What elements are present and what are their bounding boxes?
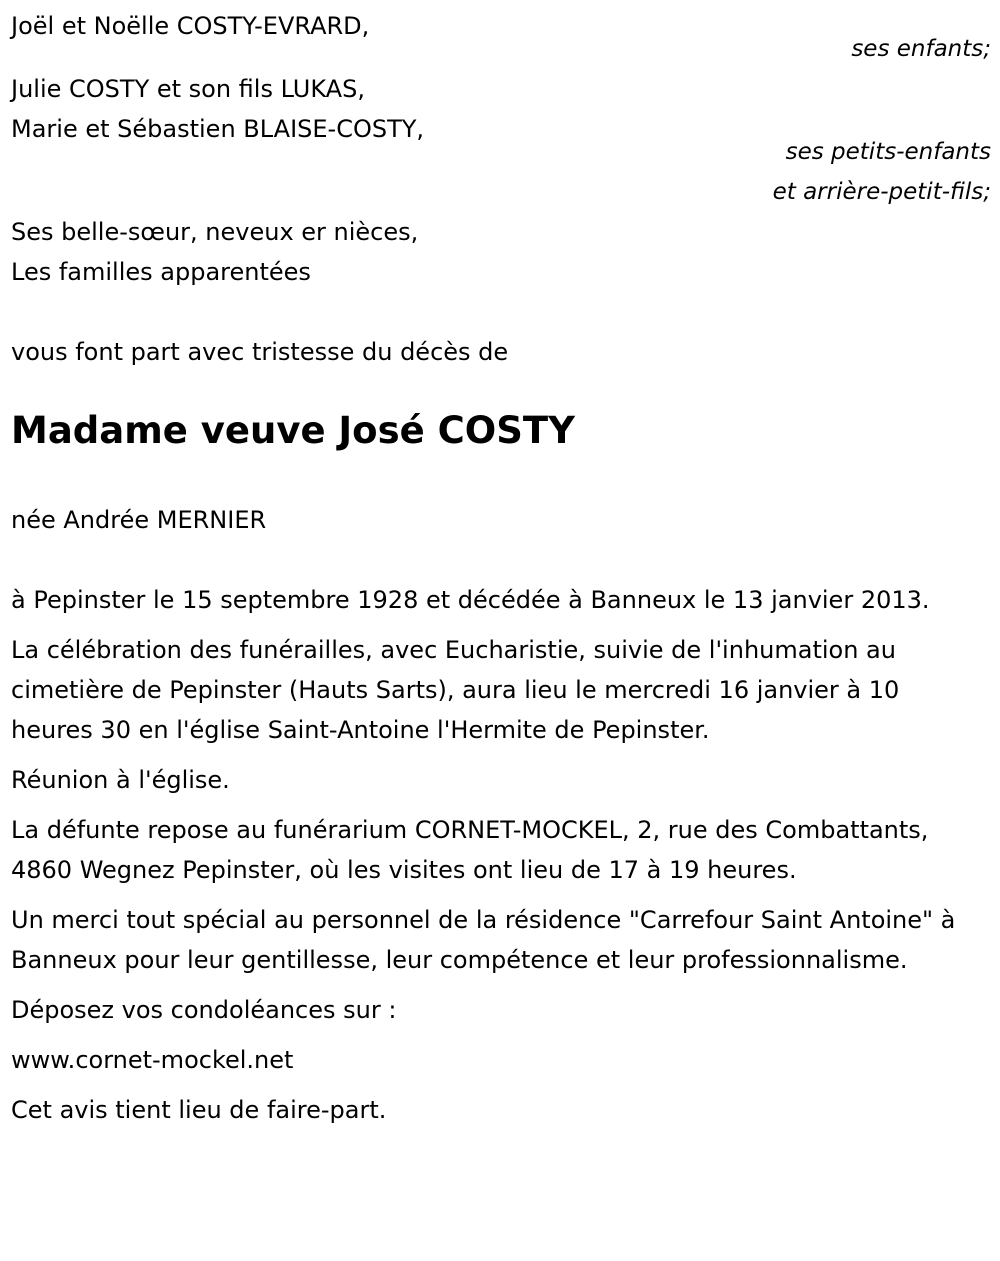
relatives-line-2: Les familles apparentées [11, 258, 311, 286]
closing-paragraph: Cet avis tient lieu de faire-part. [11, 1096, 387, 1124]
thanks-paragraph: Un merci tout spécial au personnel de la résidence "Carrefour Saint Antoine" à Banneux pour leur gentillesse, leur compétence et leur professionnalisme. [11, 906, 956, 974]
relatives-line-1: Ses belle-sœur, neveux er nièces, [11, 218, 419, 246]
grandchildren-label-1: ses petits-enfants [785, 139, 991, 165]
children-names: Joël et Noëlle COSTY-EVRARD, [11, 12, 370, 40]
birth-name: née Andrée MERNIER [11, 506, 267, 534]
grandchildren-line-2: Marie et Sébastien BLAISE-COSTY, [11, 115, 425, 143]
reunion-paragraph: Réunion à l'église. [11, 766, 230, 794]
grandchildren-label-2: et arrière-petit-fils; [772, 179, 991, 205]
deceased-name: Madame veuve José COSTY [11, 409, 575, 452]
children-label: ses enfants; [851, 36, 991, 62]
grandchildren-line-1: Julie COSTY et son fils LUKAS, [11, 75, 365, 103]
announcement-text: vous font part avec tristesse du décès de [11, 338, 509, 366]
dates-paragraph: à Pepinster le 15 septembre 1928 et décédée à Banneux le 13 janvier 2013. [11, 586, 930, 614]
funeral-paragraph: La célébration des funérailles, avec Eucharistie, suivie de l'inhumation au cimetière de Pepinster (Hauts Sarts), aura lieu le mercredi 16 janvier à 10 heures 30 en l'église Saint-Antoine l'Hermite de Pepinster. [11, 636, 900, 744]
website-link[interactable]: www.cornet-mockel.net [11, 1046, 294, 1074]
funerarium-paragraph: La défunte repose au funérarium CORNET-MOCKEL, 2, rue des Combattants, 4860 Wegnez Pepinster, où les visites ont lieu de 17 à 19 heures. [11, 816, 929, 884]
notice-body [11, 580, 986, 1130]
condolences-paragraph: Déposez vos condoléances sur : [11, 996, 397, 1024]
